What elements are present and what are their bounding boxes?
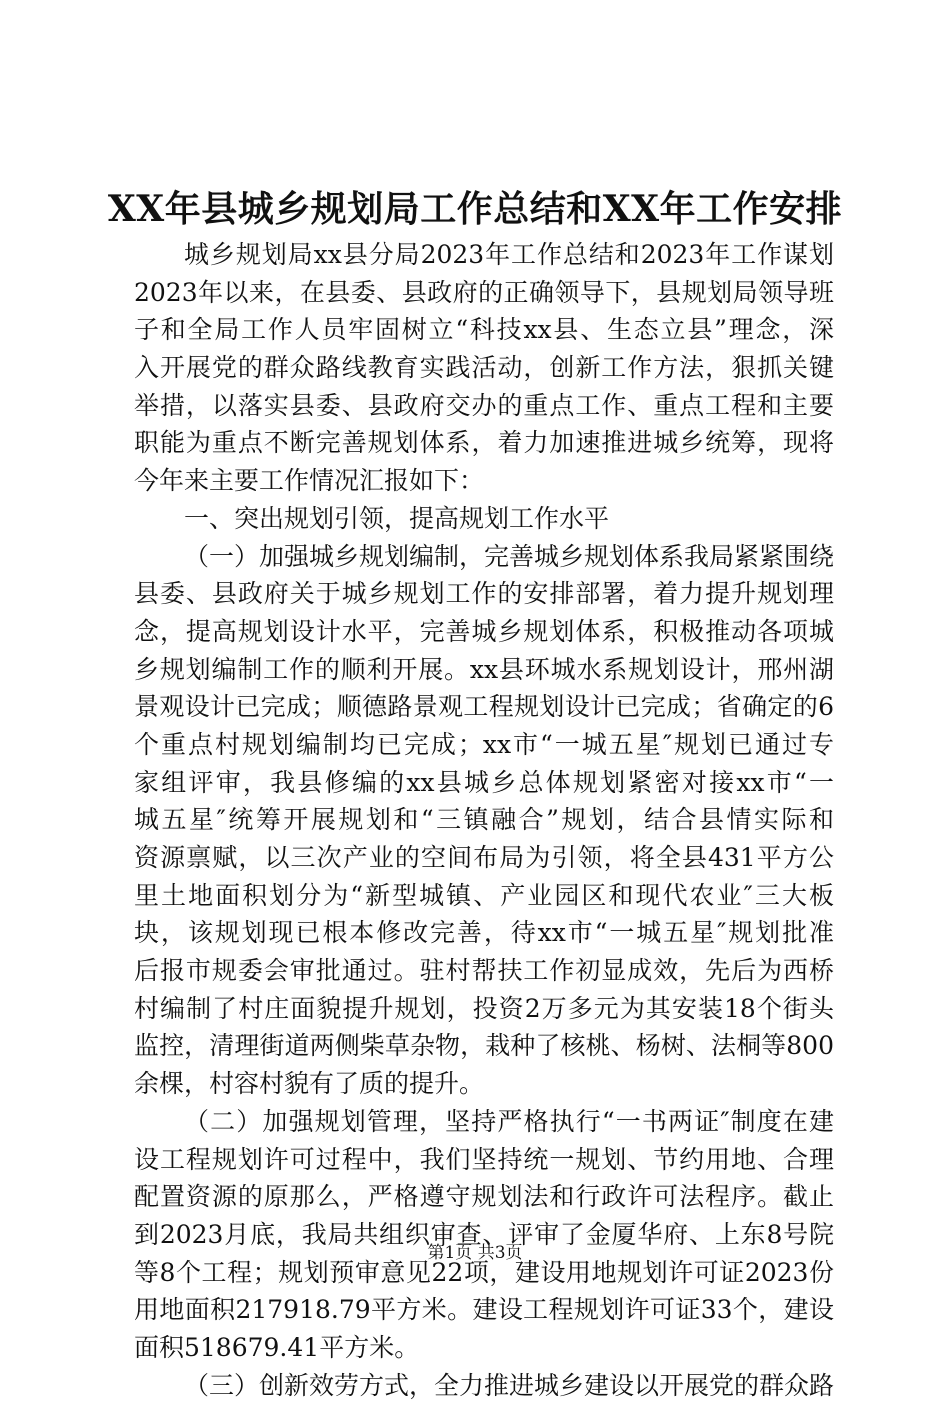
text-line: 城五星″统筹开展规划和“三镇融合”规划，结合县情实际和	[134, 805, 834, 835]
text-line: 块，该规划现已根本修改完善，待xx市“一城五星″规划批准	[134, 918, 834, 948]
text-line: 后报市规委会审批通过。驻村帮扶工作初显成效，先后为西桥	[134, 956, 834, 986]
text-line: 乡规划编制工作的顺利开展。xx县环城水系规划设计，邢州湖	[134, 654, 834, 684]
text-line: 入开展党的群众路线教育实践活动，创新工作方法，狠抓关键	[134, 353, 834, 383]
text-line: 景观设计已完成；顺德路景观工程规划设计已完成；省确定的6	[134, 692, 834, 722]
text-line: 职能为重点不断完善规划体系，着力加速推进城乡统筹，现将	[134, 428, 834, 458]
text-line: 县委、县政府关于城乡规划工作的安排部署，着力提升规划理	[134, 579, 834, 609]
text-line: 今年来主要工作情况汇报如下：	[134, 466, 485, 496]
text-line: 等8个工程；规划预审意见22项，建设用地规划许可证2023份	[134, 1257, 834, 1287]
text-line: 家组评审，我县修编的xx县城乡总体规划紧密对接xx市“一	[134, 767, 834, 797]
text-line: 村编制了村庄面貌提升规划，投资2万多元为其安装18个街头	[134, 993, 834, 1023]
text-line: （二）加强规划管理，坚持严格执行“一书两证″制度在建	[184, 1106, 834, 1136]
document-title: XX年县城乡规划局工作总结和XX年工作安排	[107, 188, 843, 230]
text-line: 个重点村规划编制均已完成；xx市“一城五星″规划已通过专	[134, 729, 834, 759]
text-line: 里土地面积划分为“新型城镇、产业园区和现代农业″三大板	[134, 880, 834, 910]
text-line: 城乡规划局xx县分局2023年工作总结和2023年工作谋划	[184, 240, 834, 269]
text-line: 资源禀赋，以三次产业的空间布局为引领，将全县431平方公	[134, 843, 834, 872]
text-line: 监控，清理街道两侧柴草杂物，栽种了核桃、杨树、法桐等800	[134, 1031, 834, 1061]
text-line: 配置资源的原那么，严格遵守规划法和行政许可法程序。截止	[134, 1182, 834, 1212]
text-line: 举措，以落实县委、县政府交办的重点工作、重点工程和主要	[134, 390, 834, 420]
text-line: 用地面积217918.79平方米。建设工程规划许可证33个，建设	[134, 1295, 834, 1325]
text-line: 到2023月底，我局共组织审查、评审了金厦华府、上东8号院	[134, 1219, 834, 1249]
text-line: 余棵，村容村貌有了质的提升。	[134, 1069, 485, 1099]
text-line: （三）创新效劳方式，全力推进城乡建设以开展党的群众路	[184, 1370, 834, 1400]
text-line: 念，提高规划设计水平，完善城乡规划体系，积极推动各项城	[134, 616, 834, 646]
page-footer: 第1页 共3页	[427, 1243, 523, 1263]
section-heading: 一、突出规划引领，提高规划工作水平	[184, 503, 610, 533]
document-body	[134, 236, 834, 1404]
text-line: 面积518679.41平方米。	[134, 1332, 420, 1362]
text-line: 2023年以来，在县委、县政府的正确领导下，县规划局领导班	[134, 277, 834, 307]
text-line: 设工程规划许可过程中，我们坚持统一规划、节约用地、合理	[134, 1144, 834, 1174]
text-line: （一）加强城乡规划编制，完善城乡规划体系我局紧紧围绕	[184, 541, 834, 571]
text-line: 子和全局工作人员牢固树立“科技xx县、生态立县”理念，深	[134, 315, 834, 345]
